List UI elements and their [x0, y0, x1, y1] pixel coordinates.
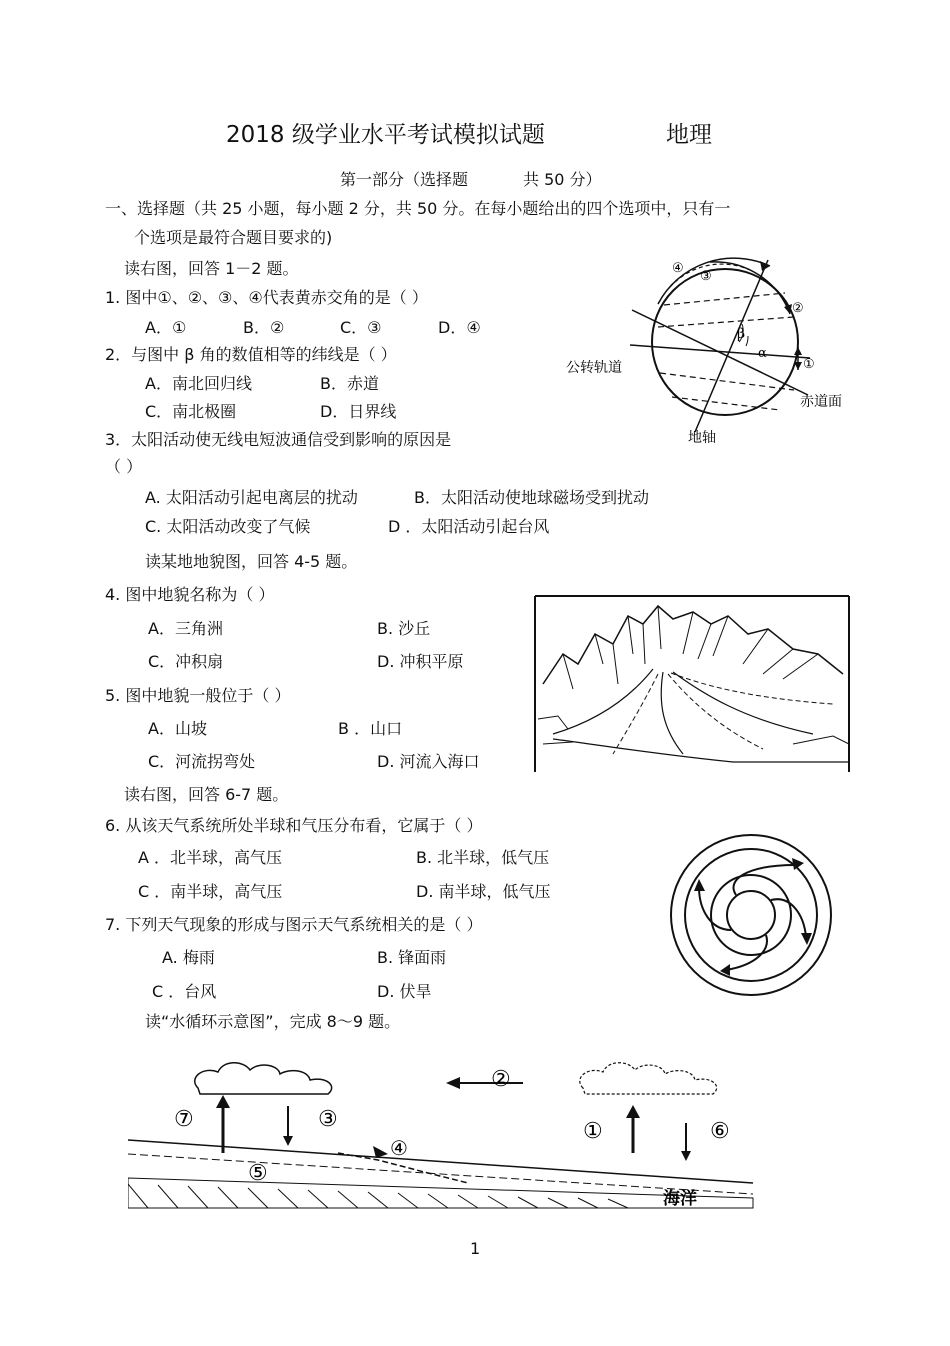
question-2-option-b: B．赤道: [320, 374, 379, 393]
question-5-option-a: A．山坡: [148, 719, 207, 738]
intro-6-7: 读右图，回答 6-7 题。: [124, 785, 289, 804]
water-label-4: ④: [390, 1136, 408, 1160]
question-1-option-a: A．①: [145, 318, 187, 337]
question-5-option-c: C．河流拐弯处: [148, 752, 256, 771]
water-label-2: ②: [491, 1067, 511, 1092]
question-1-option-d: D．④: [438, 318, 481, 337]
part-heading-prefix: 第一部分（选择题: [340, 170, 469, 189]
question-1-option-b: B．②: [243, 318, 285, 337]
question-3-option-d: D ．太阳活动引起台风: [388, 517, 550, 536]
orbit-diagram: [560, 252, 865, 447]
section-instructions-line2: 个选项是最符合题目要求的): [134, 228, 333, 247]
equator-plane-label: 赤道面: [800, 394, 842, 410]
intro-1-2: 读右图，回答 1－2 题。: [124, 259, 299, 278]
subject-title: 地理: [666, 122, 712, 148]
question-3-stem-blank: （ ）: [105, 457, 143, 476]
question-1-stem: 1. 图中①、②、③、④代表黄赤交角的是（ ）: [105, 288, 428, 307]
question-7-option-a: A. 梅雨: [162, 948, 215, 967]
water-cycle-diagram: [128, 1058, 760, 1210]
section-instructions-line1: 一、选择题（共 25 小题，每小题 2 分，共 50 分。在每小题给出的四个选项中，只有一: [105, 199, 731, 218]
page-title: 2018 级学业水平考试模拟试题: [226, 122, 545, 148]
question-4-option-c: C．冲积扇: [148, 652, 224, 671]
question-5-option-d: D. 河流入海口: [377, 752, 480, 771]
intro-4-5: 读某地地貌图，回答 4-5 题。: [145, 552, 358, 571]
alpha-label: α: [758, 346, 767, 361]
question-4-stem: 4. 图中地貌名称为（ ）: [105, 585, 275, 604]
weather-system-diagram: [666, 825, 836, 1005]
question-6-option-d: D. 南半球，低气压: [416, 882, 551, 901]
ocean-label: 海洋: [663, 1189, 697, 1209]
question-6-option-b: B. 北半球，低气压: [416, 848, 550, 867]
question-6-option-a: A ．北半球，高气压: [138, 848, 283, 867]
question-3-option-c: C. 太阳活动改变了气候: [145, 517, 311, 536]
question-5-option-b: B ．山口: [338, 719, 403, 738]
question-3-option-b: B．太阳活动使地球磁场受到扰动: [414, 488, 649, 507]
question-2-option-a: A．南北回归线: [145, 374, 252, 393]
water-label-7: ⑦: [174, 1107, 194, 1132]
question-4-option-d: D. 冲积平原: [377, 652, 464, 671]
water-label-5: ⑤: [248, 1161, 268, 1186]
water-label-1: ①: [583, 1119, 603, 1144]
orbit-path-label: 公转轨道: [566, 360, 622, 376]
orbit-label-1: ①: [803, 357, 815, 372]
question-2-option-c: C．南北极圈: [145, 402, 237, 421]
question-3-option-a: A. 太阳活动引起电离层的扰动: [145, 488, 358, 507]
beta-label: β: [737, 326, 746, 342]
orbit-label-2: ②: [792, 301, 804, 316]
earth-axis-label: 地轴: [688, 430, 716, 446]
question-6-stem: 6. 从该天气系统所处半球和气压分布看，它属于（ ）: [105, 816, 483, 835]
question-1-option-c: C．③: [340, 318, 382, 337]
question-7-option-b: B. 锋面雨: [377, 948, 447, 967]
question-3-stem: 3．太阳活动使无线电短波通信受到影响的原因是: [105, 430, 452, 449]
page-number: 1: [470, 1239, 481, 1258]
question-6-option-c: C ．南半球，高气压: [138, 882, 283, 901]
landform-sketch: [533, 594, 851, 774]
question-2-stem: 2．与图中 β 角的数值相等的纬线是（ ）: [105, 345, 397, 364]
orbit-label-3: ③: [700, 269, 712, 284]
question-4-option-a: A．三角洲: [148, 619, 223, 638]
orbit-label-4: ④: [672, 261, 684, 276]
part-heading-suffix: 共 50 分）: [523, 170, 602, 189]
question-7-option-d: D. 伏旱: [377, 982, 432, 1001]
question-7-option-c: C ．台风: [152, 982, 217, 1001]
intro-8-9: 读“水循环示意图”，完成 8～9 题。: [145, 1012, 401, 1031]
water-label-6: ⑥: [710, 1119, 730, 1144]
question-5-stem: 5. 图中地貌一般位于（ ）: [105, 686, 291, 705]
water-label-3: ③: [318, 1107, 338, 1132]
question-7-stem: 7. 下列天气现象的形成与图示天气系统相关的是（ ）: [105, 915, 483, 934]
question-2-option-d: D．日界线: [320, 402, 397, 421]
question-4-option-b: B. 沙丘: [377, 619, 431, 638]
